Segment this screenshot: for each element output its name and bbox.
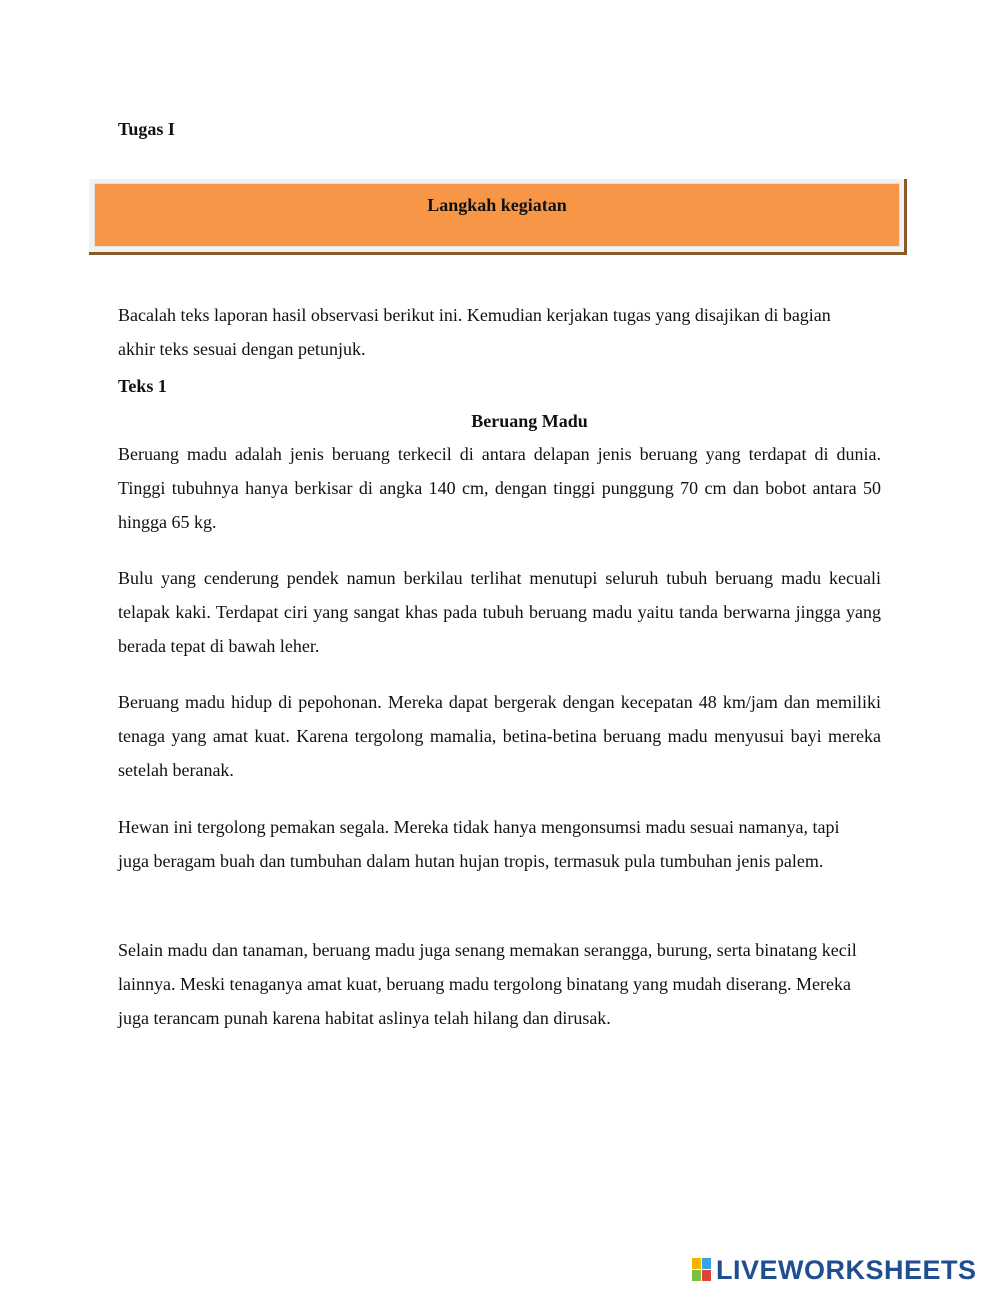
logo-square-1 — [692, 1258, 701, 1269]
logo-text: LIVEWORKSHEETS — [716, 1254, 977, 1285]
paragraph-3: Beruang madu hidup di pepohonan. Mereka dapat bergerak dengan kecepatan 48 km/jam dan memiliki tenaga yang amat kuat. Karena tergolong mamalia, betina-betina beruang madu menyusui bayi mereka setelah beranak. — [118, 692, 881, 780]
activity-banner — [89, 179, 907, 255]
activity-banner-fill — [94, 183, 900, 247]
logo-square-2 — [702, 1258, 711, 1269]
logo-square-3 — [692, 1270, 701, 1281]
paragraph-5: Selain madu dan tanaman, beruang madu juga senang memakan serangga, burung, serta binatang kecil lainnya. Meski tenaganya amat kuat, beruang madu tergolong binatang yang mudah diserang. Mereka juga terancam punah karena habitat aslinya telah hilang dan dirusak. — [118, 940, 857, 1028]
logo-square-4 — [702, 1270, 711, 1281]
liveworksheets-logo[interactable] — [692, 1255, 977, 1285]
text-title: Beruang Madu — [471, 411, 588, 431]
liveworksheets-logo-icon — [692, 1258, 712, 1282]
activity-banner-label: Langkah kegiatan — [427, 195, 567, 215]
paragraph-1: Beruang madu adalah jenis beruang terkecil di antara delapan jenis beruang yang terdapat di dunia. Tinggi tubuhnya hanya berkisar di angka 140 cm, dengan tinggi punggung 70 cm dan bobot antara 50 hingga 65 kg. — [118, 444, 881, 532]
instruction-text: Bacalah teks laporan hasil observasi berikut ini. Kemudian kerjakan tugas yang disajikan di bagian akhir teks sesuai dengan petunjuk. — [118, 305, 831, 359]
paragraph-4: Hewan ini tergolong pemakan segala. Mereka tidak hanya mengonsumsi madu sesuai namanya, tapi juga beragam buah dan tumbuhan dalam hutan hujan tropis, termasuk pula tumbuhan jenis palem. — [118, 817, 840, 871]
task-title: Tugas I — [118, 119, 175, 139]
text-label: Teks 1 — [118, 376, 167, 396]
paragraph-2: Bulu yang cenderung pendek namun berkilau terlihat menutupi seluruh tubuh beruang madu kecuali telapak kaki. Terdapat ciri yang sangat khas pada tubuh beruang madu yaitu tanda berwarna jingga yang berada tepat di bawah leher. — [118, 568, 881, 656]
